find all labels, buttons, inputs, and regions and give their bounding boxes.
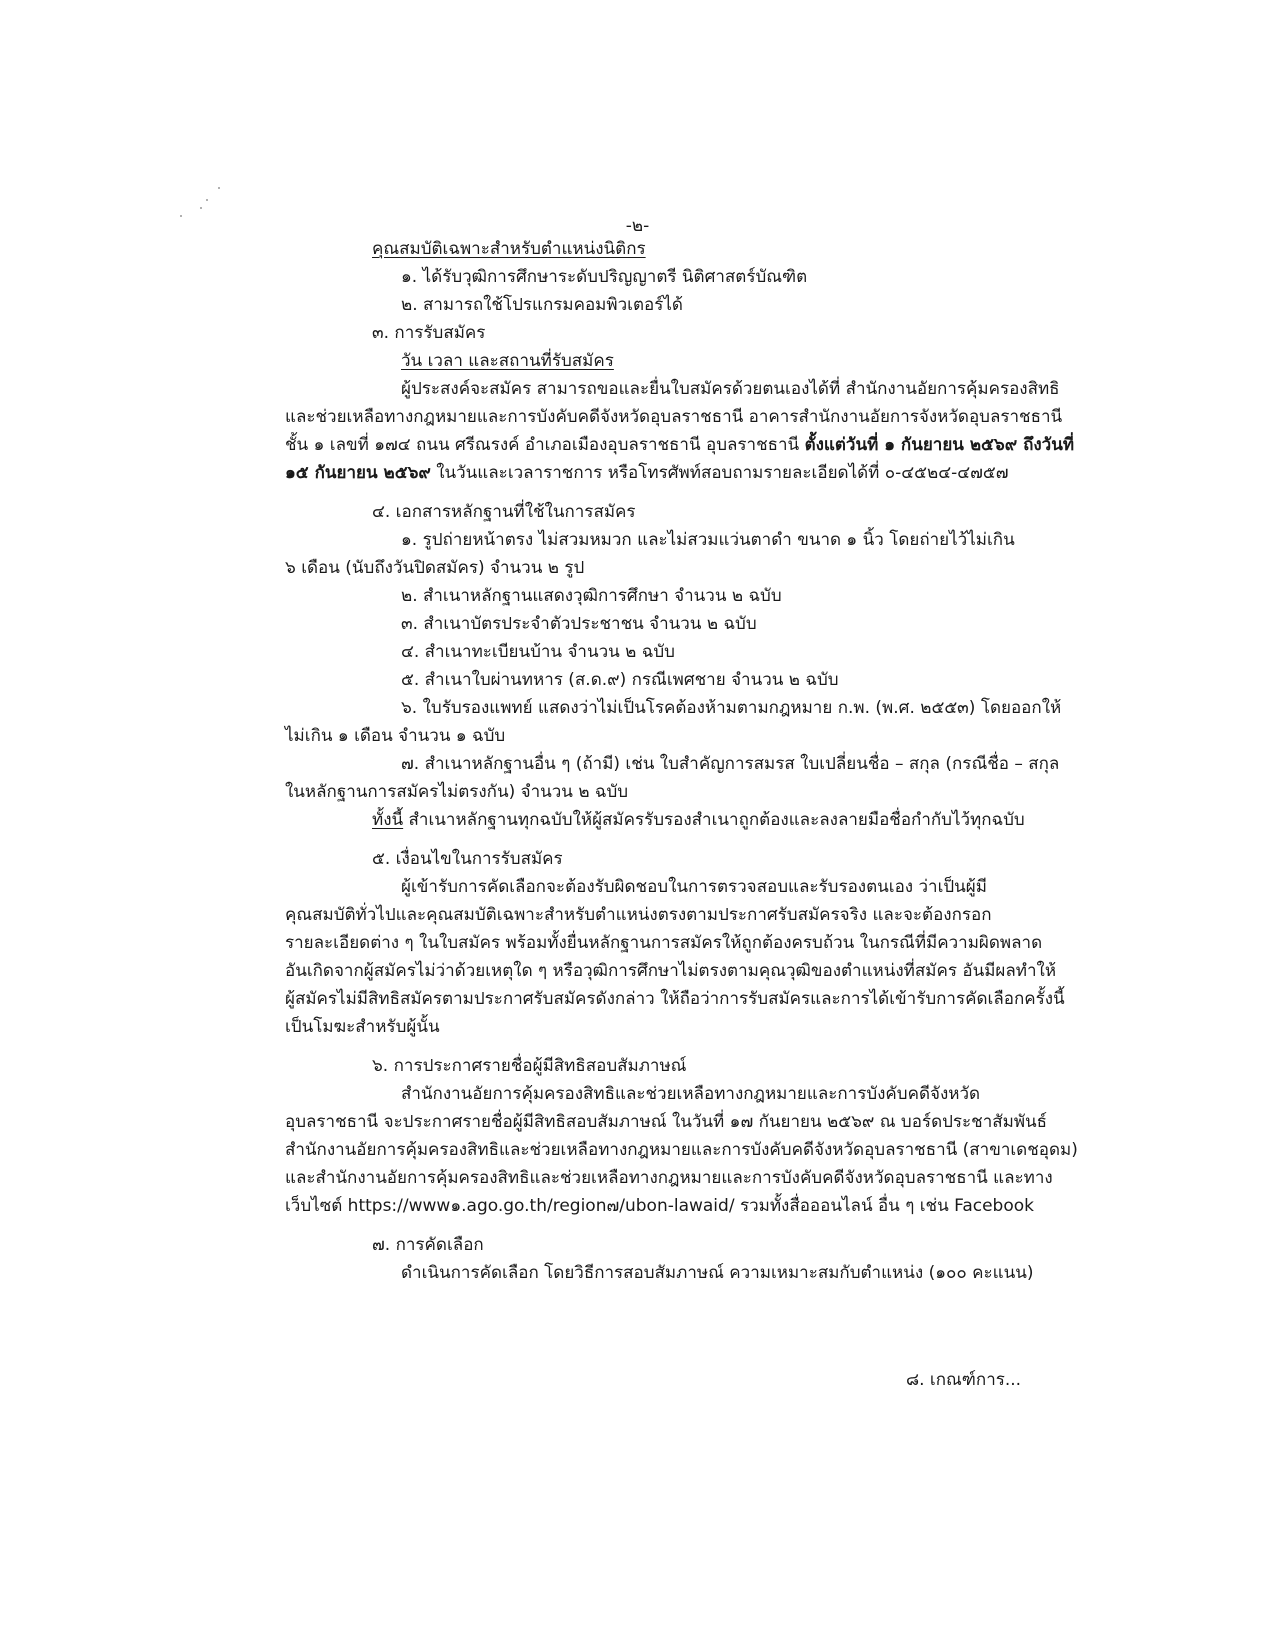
qualification-item: ๑. ได้รับวุฒิการศึกษาระดับปริญญาตรี นิติศาสตร์บัณฑิต (401, 267, 808, 287)
opening-dates: ตั้งแต่วันที่ ๑ กันยายน ๒๕๖๙ ถึงวันที่ (804, 435, 1075, 455)
continuation-text: ๘. เกณฑ์การ... (906, 1370, 1022, 1390)
section7-line: ดำเนินการคัดเลือก โดยวิธีการสอบสัมภาษณ์ ความเหมาะสมกับตำแหน่ง (๑๐๐ คะแนน) (401, 1263, 1034, 1283)
section4-line: ๖ เดือน (นับถึงวันปิดสมัคร) จำนวน ๒ รูป (285, 558, 585, 578)
section4-line: ๕. สำเนาใบผ่านทหาร (ส.ด.๙) กรณีเพศชาย จำนวน ๒ ฉบับ (401, 670, 839, 690)
section4-line: ๖. ใบรับรองแพทย์ แสดงว่าไม่เป็นโรคต้องห้ามตามกฎหมาย ก.พ. (พ.ศ. ๒๕๕๓) โดยออกให้ (401, 698, 1062, 718)
section3-heading: ๓. การรับสมัคร (372, 323, 486, 343)
section3-line-dates (285, 434, 1075, 456)
section3-subheading: วัน เวลา และสถานที่รับสมัคร (401, 351, 614, 371)
section5-line: ผู้สมัครไม่มีสิทธิสมัครตามประกาศรับสมัครดังกล่าว ให้ถือว่าการรับสมัครและการได้เข้ารับการคัดเลือกครั้งนี้ (285, 989, 1065, 1009)
section4-note (372, 809, 1025, 831)
closing-date: ๑๕ กันยายน ๒๕๖๙ (285, 463, 431, 483)
section5-line: รายละเอียดต่าง ๆ ในใบสมัคร พร้อมทั้งยื่นหลักฐานการสมัครให้ถูกต้องครบถ้วน ในกรณีที่มีความผิดพลาด (285, 933, 1043, 953)
section6-line: เว็บไซต์ https://www๑.ago.go.th/region๗/ubon-lawaid/ รวมทั้งสื่อออนไลน์ อื่น ๆ เช่น Facebook (285, 1196, 1034, 1216)
section4-line: ๔. สำเนาทะเบียนบ้าน จำนวน ๒ ฉบับ (401, 642, 675, 662)
section5-heading: ๕. เงื่อนไขในการรับสมัคร (372, 849, 563, 869)
section6-line: สำนักงานอัยการคุ้มครองสิทธิและช่วยเหลือทางกฎหมายและการบังคับคดีจังหวัดอุบลราชธานี (สาขาเดชอุดม) (285, 1140, 1078, 1160)
contact-text: ในวันและเวลาราชการ หรือโทรศัพท์สอบถามรายละเอียดได้ที่ ๐-๔๕๒๔-๔๗๕๗ (436, 463, 1009, 483)
section4-line: ๓. สำเนาบัตรประจำตัวประชาชน จำนวน ๒ ฉบับ (401, 614, 757, 634)
section3-line: และช่วยเหลือทางกฎหมายและการบังคับคดีจังหวัดอุบลราชธานี อาคารสำนักงานอัยการจังหวัดอุบลราชธานี (285, 407, 1063, 427)
note-text: สำเนาหลักฐานทุกฉบับให้ผู้สมัครรับรองสำเนาถูกต้องและลงลายมือชื่อกำกับไว้ทุกฉบับ (403, 810, 1025, 830)
section3-line-closing (285, 462, 1009, 484)
section5-line: อันเกิดจากผู้สมัครไม่ว่าด้วยเหตุใด ๆ หรือวุฒิการศึกษาไม่ตรงตามคุณวุฒิของตำแหน่งที่สมัคร อันมีผลทำให้ (285, 961, 1057, 981)
section5-line: เป็นโมฆะสำหรับผู้นั้น (285, 1017, 440, 1037)
section4-line: ๒. สำเนาหลักฐานแสดงวุฒิการศึกษา จำนวน ๒ ฉบับ (401, 586, 782, 606)
address-text: ชั้น ๑ เลขที่ ๑๗๔ ถนน ศรีณรงค์ อำเภอเมืองอุบลราชธานี อุบลราชธานี (285, 435, 800, 455)
section4-heading: ๔. เอกสารหลักฐานที่ใช้ในการสมัคร (372, 502, 636, 522)
speck (206, 199, 208, 201)
section4-line: ในหลักฐานการสมัครไม่ตรงกัน) จำนวน ๒ ฉบับ (285, 782, 629, 802)
section4-line: ๑. รูปถ่ายหน้าตรง ไม่สวมหมวก และไม่สวมแว่นตาดำ ขนาด ๑ นิ้ว โดยถ่ายไว้ไม่เกิน (401, 530, 1015, 550)
speck (200, 207, 202, 209)
page-number: -๒- (625, 216, 650, 236)
section5-line: คุณสมบัติทั่วไปและคุณสมบัติเฉพาะสำหรับตำแหน่งตรงตามประกาศรับสมัครจริง และจะต้องกรอก (285, 905, 992, 925)
speck (218, 187, 220, 189)
section7-heading: ๗. การคัดเลือก (372, 1235, 484, 1255)
section4-line: ๗. สำเนาหลักฐานอื่น ๆ (ถ้ามี) เช่น ใบสำคัญการสมรส ใบเปลี่ยนชื่อ – สกุล (กรณีชื่อ – สกุล (401, 754, 1060, 774)
qualification-item: ๒. สามารถใช้โปรแกรมคอมพิวเตอร์ได้ (401, 295, 683, 315)
section4-line: ไม่เกิน ๑ เดือน จำนวน ๑ ฉบับ (285, 726, 506, 746)
section6-line: สำนักงานอัยการคุ้มครองสิทธิและช่วยเหลือทางกฎหมายและการบังคับคดีจังหวัด (401, 1084, 981, 1104)
section6-heading: ๖. การประกาศรายชื่อผู้มีสิทธิสอบสัมภาษณ์ (372, 1056, 687, 1076)
section5-line: ผู้เข้ารับการคัดเลือกจะต้องรับผิดชอบในการตรวจสอบและรับรองตนเอง ว่าเป็นผู้มี (401, 877, 987, 897)
section6-line: อุบลราชธานี จะประกาศรายชื่อผู้มีสิทธิสอบสัมภาษณ์ ในวันที่ ๑๗ กันยายน ๒๕๖๙ ณ บอร์ดประชาสัมพันธ์ (285, 1112, 1048, 1132)
section6-line: และสำนักงานอัยการคุ้มครองสิทธิและช่วยเหลือทางกฎหมายและการบังคับคดีจังหวัดอุบลราชธานี และทาง (285, 1168, 1053, 1188)
note-lead: ทั้งนี้ (372, 810, 404, 830)
qualification-heading: คุณสมบัติเฉพาะสำหรับตำแหน่งนิติกร (372, 239, 646, 259)
section3-line: ผู้ประสงค์จะสมัคร สามารถขอและยื่นใบสมัครด้วยตนเองได้ที่ สำนักงานอัยการคุ้มครองสิทธิ (401, 379, 1060, 399)
